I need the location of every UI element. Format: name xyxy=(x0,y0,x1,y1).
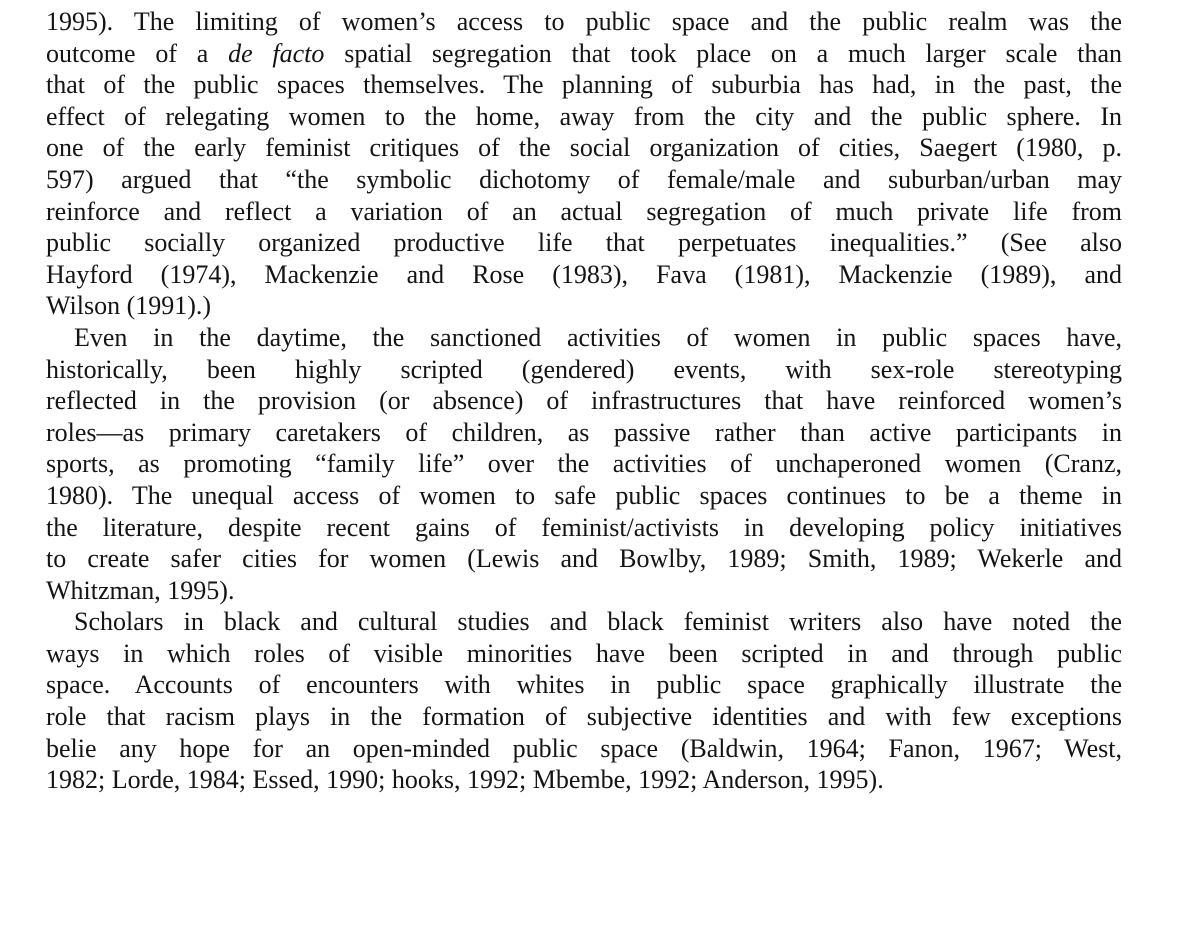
text-line: to create safer cities for women (Lewis and Bowlby, 1989; Smith, 1989; Wekerle and xyxy=(46,544,1122,574)
text-line: effect of relegating women to the home, away from the city and the public sphere. In xyxy=(46,101,1122,131)
text-line: space. Accounts of encounters with whites in public space graphically illustrate the xyxy=(46,670,1122,700)
text-line: roles—as primary caretakers of children, as passive rather than active participants in xyxy=(46,417,1122,447)
text-line: Scholars in black and cultural studies and black feminist writers also have noted the xyxy=(74,607,1122,637)
text-segment: spatial segregation that took place on a much larger scale than xyxy=(324,38,1123,68)
text-line-with-italic-de-facto xyxy=(46,38,1122,70)
text-line: one of the early feminist critiques of the social organization of cities, Saegert (1980, p. xyxy=(46,133,1122,163)
text-line: belie any hope for an open-minded public space (Baldwin, 1964; Fanon, 1967; West, xyxy=(46,733,1122,763)
document-page xyxy=(46,6,1122,796)
text-line: 1995). The limiting of women’s access to public space and the public realm was the xyxy=(46,7,1122,36)
text-line: sports, as promoting “family life” over the activities of unchaperoned women (Cranz, xyxy=(46,449,1122,479)
text-segment: outcome of a xyxy=(46,38,229,68)
text-line: Even in the daytime, the sanctioned activities of women in public spaces have, xyxy=(74,322,1122,352)
text-line: reflected in the provision (or absence) of infrastructures that have reinforced women’s xyxy=(46,386,1122,416)
text-line: ways in which roles of visible minorities have been scripted in and through public xyxy=(46,638,1122,668)
text-line: Hayford (1974), Mackenzie and Rose (1983), Fava (1981), Mackenzie (1989), and xyxy=(46,259,1122,289)
text-line: reinforce and reflect a variation of an actual segregation of much private life from xyxy=(46,196,1122,226)
text-line: that of the public spaces themselves. The planning of suburbia has had, in the past, the xyxy=(46,70,1122,100)
text-line: Wilson (1991).) xyxy=(46,291,212,321)
paragraph-1 xyxy=(46,6,1122,322)
text-line: the literature, despite recent gains of feminist/activists in developing policy initiatives xyxy=(46,512,1122,542)
text-line: 597) argued that “the symbolic dichotomy of female/male and suburban/urban may xyxy=(46,164,1122,194)
paragraph-2 xyxy=(46,322,1122,606)
text-line: role that racism plays in the formation of subjective identities and with few exceptions xyxy=(46,702,1122,732)
text-line: 1980). The unequal access of women to safe public spaces continues to be a theme in xyxy=(46,480,1122,510)
italic-phrase: de facto xyxy=(228,38,325,68)
text-line: 1982; Lorde, 1984; Essed, 1990; hooks, 1992; Mbembe, 1992; Anderson, 1995). xyxy=(46,765,884,795)
text-line: Whitzman, 1995). xyxy=(46,575,235,605)
text-line: historically, been highly scripted (gendered) events, with sex-role stereotyping xyxy=(46,354,1122,384)
paragraph-3 xyxy=(46,606,1122,796)
text-line: public socially organized productive life that perpetuates inequalities.” (See also xyxy=(46,228,1122,258)
